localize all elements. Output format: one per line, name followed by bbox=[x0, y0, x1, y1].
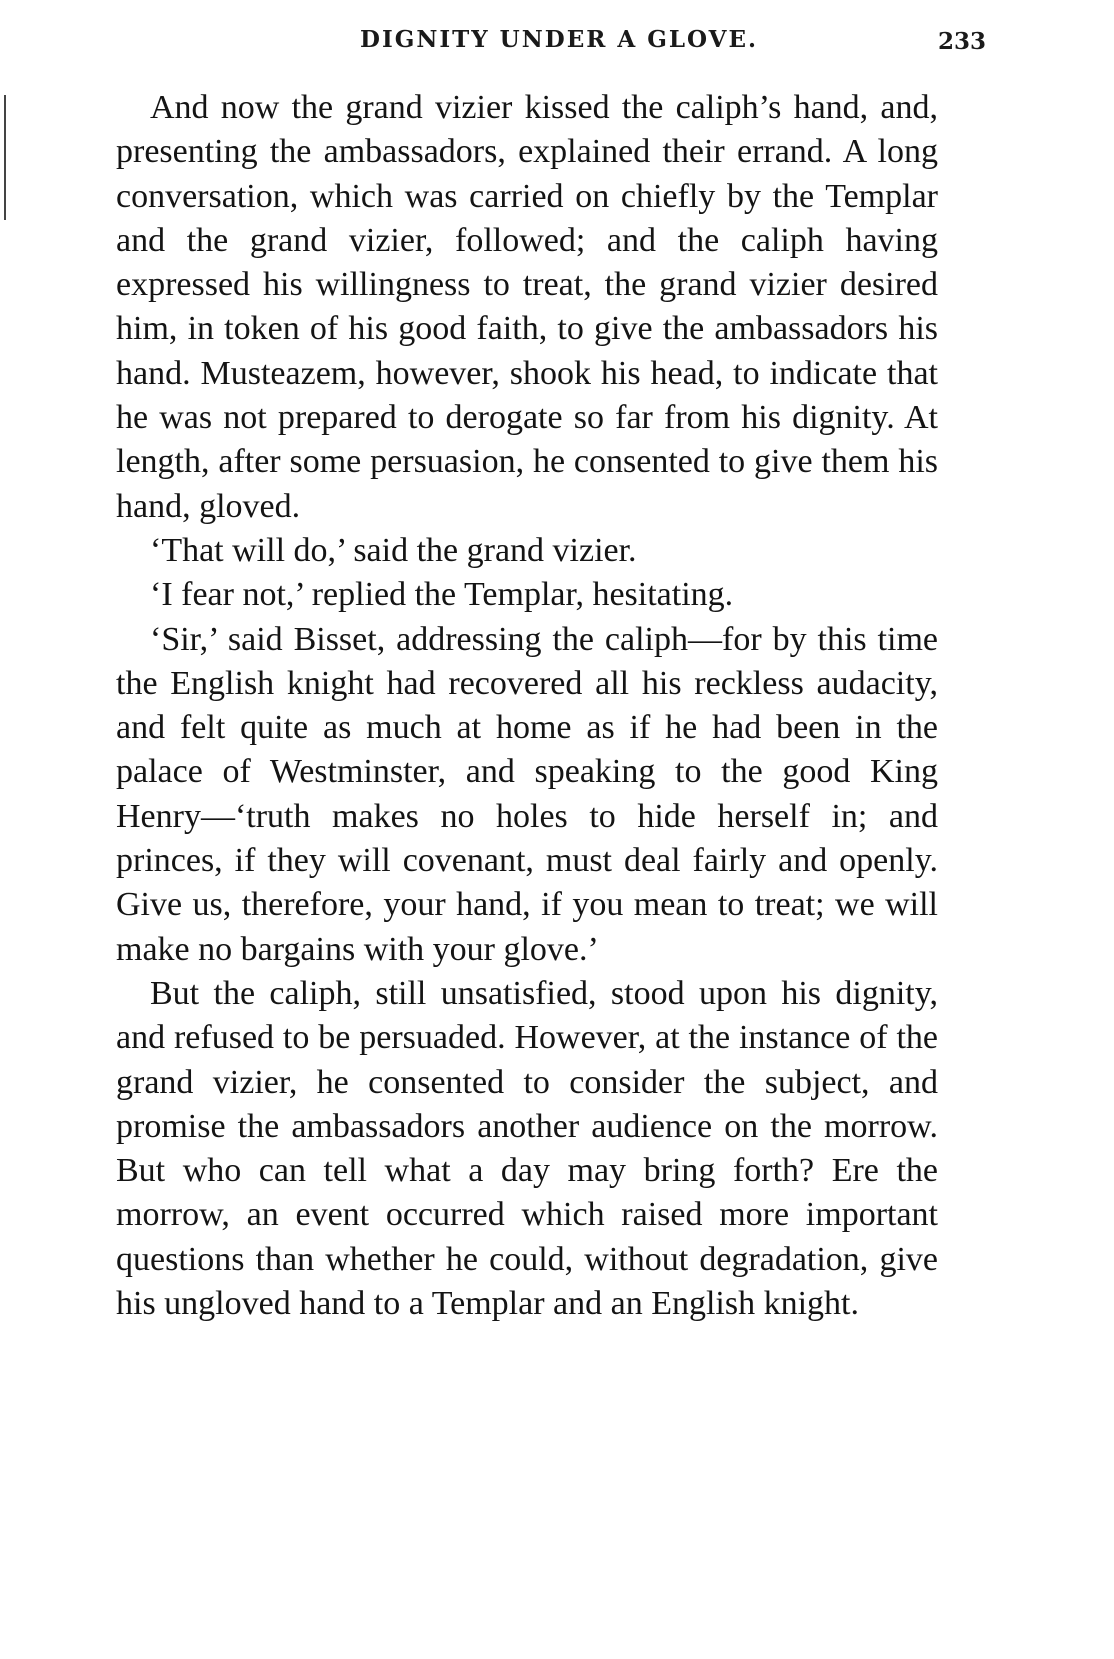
paragraph: ‘That will do,’ said the grand vizier. bbox=[150, 531, 637, 569]
paragraph: ‘I fear not,’ replied the Templar, hesitating. bbox=[150, 576, 734, 614]
paragraph: ‘Sir,’ said Bisset, addressing the caliph—for by this time the English knight had recovered all his reckless audacity, and felt quite as much at home as if he had been in the palace of Westminster, and speaking to the good King Henry—‘truth makes no holes to hide herself in; and princes, if they will covenant, must deal fairly and openly. Give us, therefore, your hand, if you mean to treat; we will make no bargains with your glove.’ bbox=[116, 620, 938, 968]
body-text bbox=[116, 86, 938, 1326]
paragraph: But the caliph, still unsatisfied, stood upon his dignity, and refused to be persuaded. However, at the instance of the grand vizier, he consented to consider the subject, and promise the ambassadors another audience on the morrow. But who can tell what a day may bring forth? Ere the morrow, an event occurred which raised more important questions than whether he could, without degradation, give his ungloved hand to a Templar and an English knight. bbox=[116, 974, 938, 1323]
paragraph: And now the grand vizier kissed the caliph’s hand, and, presenting the ambassadors, explained their errand. A long conversation, which was carried on chiefly by the Templar and the grand vizier, followed; and the caliph having expressed his willingness to treat, the grand vizier desired him, in token of his good faith, to give the ambassadors his hand. Musteazem, however, shook his head, to indicate that he was not prepared to derogate so far from his dignity. At length, after some persuasion, he consented to give them his hand, gloved. bbox=[116, 89, 938, 525]
page-number: 233 bbox=[938, 28, 987, 55]
page-edge-mark bbox=[4, 95, 6, 220]
page-header bbox=[0, 18, 1114, 58]
running-head: DIGNITY UNDER A GLOVE. bbox=[360, 26, 759, 53]
